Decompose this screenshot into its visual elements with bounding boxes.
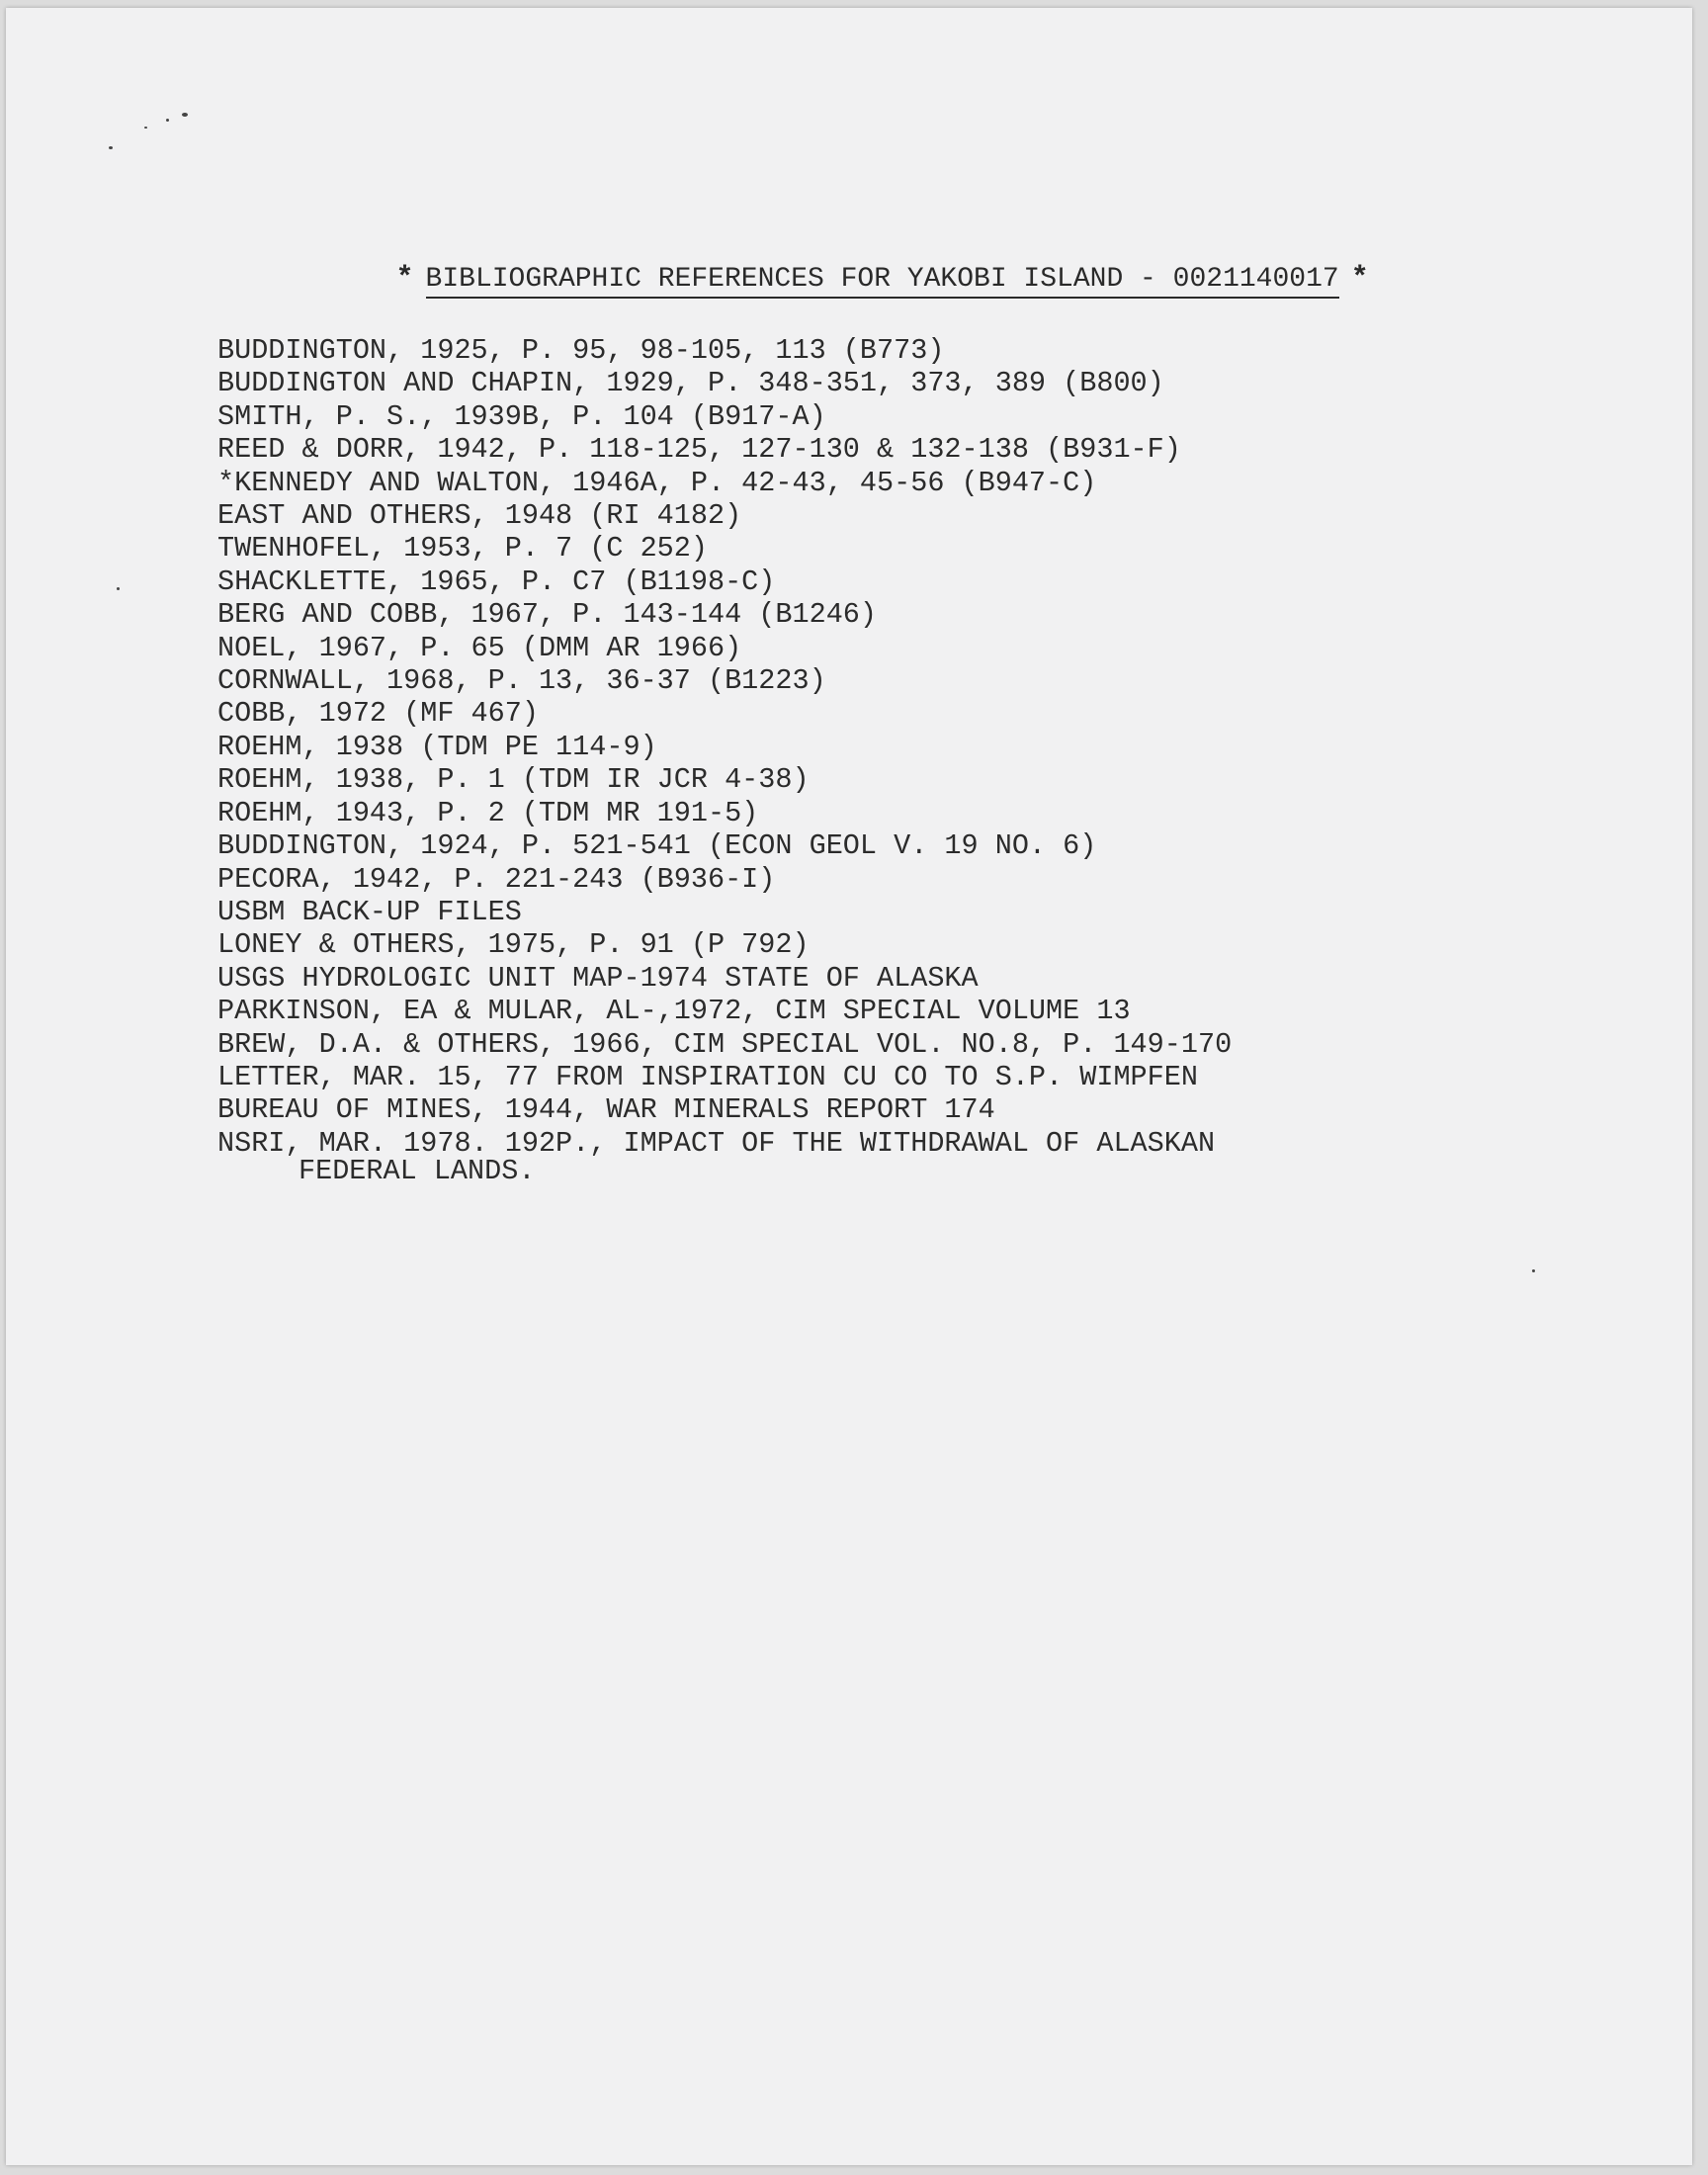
- reference-item: SMITH, P. S., 1939B, P. 104 (B917-A): [217, 399, 826, 433]
- reference-item: COBB, 1972 (MF 467): [217, 697, 539, 731]
- document-page: [6, 8, 1692, 2165]
- scan-speck: [117, 587, 120, 590]
- reference-item: *KENNEDY AND WALTON, 1946A, P. 42-43, 45-56 (B947-C): [217, 466, 1097, 499]
- reference-item: BUDDINGTON, 1924, P. 521-541 (ECON GEOL V. 19 NO. 6): [217, 829, 1097, 863]
- scan-speck: [182, 113, 188, 117]
- page-title: BIBLIOGRAPHIC REFERENCES FOR YAKOBI ISLAND - 0021140017: [426, 264, 1339, 299]
- reference-item: USGS HYDROLOGIC UNIT MAP-1974 STATE OF ALASKA: [217, 961, 979, 995]
- reference-item: NSRI, MAR. 1978. 192P., IMPACT OF THE WITHDRAWAL OF ALASKAN: [217, 1126, 1216, 1160]
- scan-speck: [1532, 1269, 1535, 1272]
- reference-item: TWENHOFEL, 1953, P. 7 (C 252): [217, 532, 708, 566]
- scan-speck: [166, 119, 169, 122]
- reference-item: USBM BACK-UP FILES: [217, 895, 522, 928]
- reference-list: [217, 334, 1601, 1188]
- reference-item: LETTER, MAR. 15, 77 FROM INSPIRATION CU CO TO S.P. WIMPFEN: [217, 1060, 1198, 1093]
- reference-item: BERG AND COBB, 1967, P. 143-144 (B1246): [217, 598, 878, 632]
- reference-item: BUREAU OF MINES, 1944, WAR MINERALS REPORT 174: [217, 1093, 995, 1127]
- reference-item: BREW, D.A. & OTHERS, 1966, CIM SPECIAL VOL. NO.8, P. 149-170: [217, 1027, 1233, 1061]
- scan-speck: [144, 127, 147, 129]
- reference-item: EAST AND OTHERS, 1948 (RI 4182): [217, 499, 742, 533]
- reference-item: SHACKLETTE, 1965, P. C7 (B1198-C): [217, 565, 776, 598]
- document-heading: [6, 231, 1692, 329]
- title-prefix-star: *: [395, 262, 414, 296]
- reference-item: CORNWALL, 1968, P. 13, 36-37 (B1223): [217, 664, 826, 698]
- reference-item: NOEL, 1967, P. 65 (DMM AR 1966): [217, 631, 742, 664]
- reference-item: ROEHM, 1943, P. 2 (TDM MR 191-5): [217, 796, 759, 829]
- scan-speck: [109, 146, 113, 149]
- reference-item: PECORA, 1942, P. 221-243 (B936-I): [217, 862, 776, 896]
- reference-item: LONEY & OTHERS, 1975, P. 91 (P 792): [217, 928, 810, 962]
- reference-item: BUDDINGTON AND CHAPIN, 1929, P. 348-351, 373, 389 (B800): [217, 367, 1164, 400]
- reference-item: ROEHM, 1938, P. 1 (TDM IR JCR 4-38): [217, 763, 810, 797]
- reference-item: ROEHM, 1938 (TDM PE 114-9): [217, 730, 657, 763]
- reference-item: BUDDINGTON, 1925, P. 95, 98-105, 113 (B773): [217, 334, 945, 367]
- reference-item: PARKINSON, EA & MULAR, AL-,1972, CIM SPECIAL VOLUME 13: [217, 995, 1131, 1028]
- title-suffix-star: *: [1350, 262, 1369, 296]
- reference-item-continuation: FEDERAL LANDS.: [299, 1155, 536, 1188]
- reference-item: REED & DORR, 1942, P. 118-125, 127-130 & 132-138 (B931-F): [217, 433, 1181, 467]
